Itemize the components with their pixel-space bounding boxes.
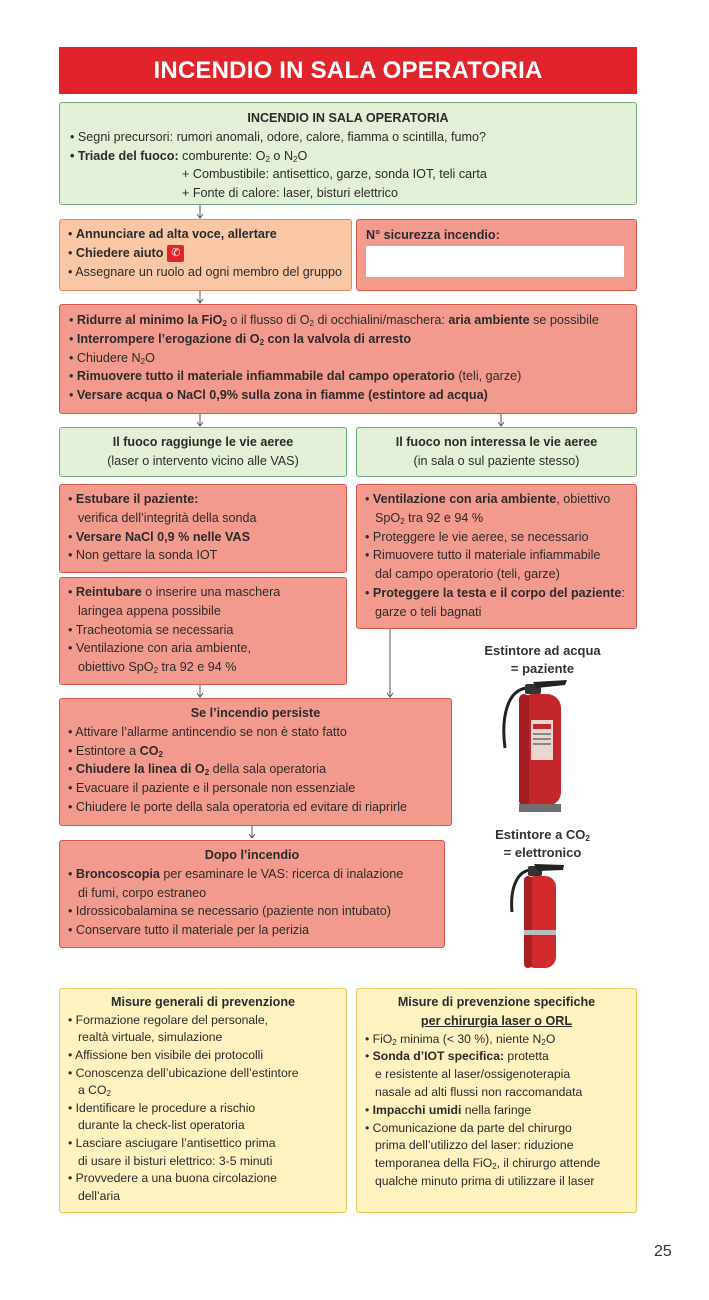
branch-no-airway-title: Il fuoco non interessa le vie aeree: [395, 435, 598, 449]
reintubate-line-1: • Reintubare o inserire una maschera: [68, 585, 281, 599]
banner-title: INCENDIO IN SALA OPERATORIA: [153, 56, 543, 84]
fire-number-box: [356, 219, 637, 291]
alert-line-1: • Annunciare ad alta voce, allertare: [68, 227, 277, 241]
intro-box: [59, 102, 637, 205]
alert-line-3: • Assegnare un ruolo ad ogni membro del gruppo: [68, 264, 342, 279]
vent-line-6: • Proteggere la testa e il corpo del paziente:: [365, 585, 625, 600]
extubate-line-4: • Non gettare la sonda IOT: [68, 548, 218, 563]
arrow-down-icon: [195, 205, 205, 220]
persists-line-2: • Estintore a $CO_2$: [68, 743, 163, 759]
after-line-3: • Idrossicobalamina se necessario (paziente non intubato): [68, 904, 391, 919]
specific-line-8: temporanea della FiO$_2$, il chirurgo attende: [375, 1156, 601, 1172]
general-line-10: • Provvedere a una buona circolazione: [68, 1171, 277, 1186]
intro-line-1: • Segni precursori: rumori anomali, odore, calore, fiamma o scintilla, fumo?: [70, 129, 486, 144]
ventilation-box: [356, 484, 637, 629]
reintubate-line-5: obiettivo SpO$_2$ tra 92 e 94 %: [78, 660, 237, 676]
specific-line-3: e resistente al laser/ossigenoterapia: [375, 1067, 571, 1082]
arrow-down-icon: [247, 826, 257, 840]
extubate-box: [59, 484, 347, 573]
after-fire-box: [59, 840, 445, 948]
co2-extinguisher-image: [508, 862, 574, 970]
persists-title: Se l’incendio persiste: [190, 706, 321, 720]
branch-no-airway-box: [356, 427, 637, 477]
extubate-line-2: verifica dell’integrità della sonda: [78, 510, 257, 525]
general-line-3: • Affissione ben visibile dei protocolli: [68, 1047, 264, 1062]
vent-line-1: • Ventilazione con aria ambiente, obiettivo: [365, 492, 611, 506]
vent-line-7: garze o teli bagnati: [375, 604, 482, 619]
after-line-2: di fumi, corpo estraneo: [78, 885, 207, 900]
persists-line-4: • Evacuare il paziente e il personale non essenziale: [68, 781, 356, 796]
vent-line-5: dal campo operatorio (teli, garze): [375, 567, 560, 582]
general-title: Misure generali di prevenzione: [110, 995, 296, 1009]
water-extinguisher-caption: Estintore ad acqua = paziente: [484, 643, 601, 676]
reintubate-line-3: • Tracheotomia se necessaria: [68, 622, 234, 637]
action-line-2: • Interrompere l’erogazione di $O_2$ con la valvola di arresto: [69, 331, 412, 347]
branch-airway-box: [59, 427, 347, 477]
specific-line-4: nasale ad alti flussi non raccomandata: [375, 1084, 583, 1099]
after-title: Dopo l’incendio: [204, 848, 300, 862]
alert-line-2: • Chiedere aiuto ✆: [68, 244, 343, 263]
immediate-actions-box: [59, 304, 637, 414]
co2-extinguisher-caption: Estintore a $CO_2$ = elettronico: [495, 827, 590, 860]
specific-line-5: • Impacchi umidi nella faringe: [365, 1102, 532, 1117]
persists-line-1: • Attivare l’allarme antincendio se non è stato fatto: [68, 724, 347, 739]
branch-no-airway-subtitle: (in sala o sul paziente stesso): [413, 453, 580, 468]
extubate-line-3: • Versare NaCl 0,9 % nelle VAS: [68, 529, 250, 544]
fire-persists-box: [59, 698, 452, 826]
specific-line-1: • FiO$_2$ minima (< 30 %), niente $N_2O$: [365, 1031, 556, 1047]
after-line-1: • Broncoscopia per esaminare le VAS: ricerca di inalazione: [68, 866, 404, 881]
intro-title: INCENDIO IN SALA OPERATORIA: [247, 111, 449, 125]
specific-prevention-box: [356, 988, 637, 1213]
action-line-3: • Chiudere $N_2O$: [69, 350, 155, 366]
general-line-2: realtà virtuale, simulazione: [78, 1030, 223, 1045]
arrow-down-icon: [195, 414, 205, 428]
reintubate-box: [59, 577, 347, 685]
phone-icon: ✆: [167, 245, 184, 262]
page-banner: [59, 47, 637, 94]
page-number: 25: [654, 1243, 672, 1260]
intro-line-3: + Combustibile: antisettico, garze, sonda IOT, teli carta: [182, 167, 487, 182]
branch-airway-subtitle: (laser o intervento vicino alle VAS): [107, 453, 299, 468]
general-line-6: • Identificare le procedure a rischio: [68, 1100, 256, 1115]
specific-line-7: prima dell’utilizzo del laser: riduzione: [375, 1138, 574, 1153]
branch-airway-title: Il fuoco raggiunge le vie aeree: [112, 435, 294, 449]
general-prevention-box: [59, 988, 347, 1213]
reintubate-line-2: laringea appena possibile: [78, 603, 221, 618]
action-line-4: • Rimuovere tutto il materiale infiammabile dal campo operatorio (teli, garze): [69, 369, 522, 384]
specific-title: Misure di prevenzione specifiche: [397, 995, 596, 1009]
vent-line-4: • Rimuovere tutto il materiale infiammabile: [365, 548, 601, 563]
arrow-down-icon: [195, 685, 205, 699]
general-line-11: dell’aria: [78, 1188, 121, 1203]
specific-line-6: • Comunicazione da parte del chirurgo: [365, 1120, 572, 1135]
general-line-9: di usare il bisturi elettrico: 3-5 minuti: [78, 1153, 273, 1168]
general-line-7: durante la check-list operatoria: [78, 1118, 245, 1133]
general-line-4: • Conoscenza dell’ubicazione dell’estintore: [68, 1065, 299, 1080]
intro-line-4: + Fonte di calore: laser, bisturi elettrico: [182, 186, 398, 201]
water-extinguisher-image: [497, 678, 577, 820]
general-line-8: • Lasciare asciugare l’antisettico prima: [68, 1135, 276, 1150]
specific-line-2: • Sonda d’IOT specifica: protetta: [365, 1049, 549, 1064]
action-line-1: • Ridurre al minimo la FiO$_2$ o il flusso di $O_2$ di occhialini/maschera: aria ambiente se possibile: [69, 313, 599, 328]
persists-line-5: • Chiudere le porte della sala operatoria ed evitare di riaprirle: [68, 799, 408, 814]
vent-line-2: SpO$_2$ tra 92 e 94 %: [375, 510, 484, 526]
reintubate-line-4: • Ventilazione con aria ambiente,: [68, 641, 251, 656]
intro-line-2: • Triade del fuoco: comburente: $O_2$ o $N_2O$: [70, 148, 308, 164]
specific-line-9: qualche minuto prima di utilizzare il laser: [375, 1173, 595, 1188]
alert-box: [59, 219, 352, 291]
specific-subtitle: per chirurgia laser o ORL: [420, 1013, 573, 1028]
fire-number-label: N° sicurezza incendio:: [366, 228, 500, 242]
persists-line-3: • Chiudere la linea di $O_2$ della sala operatoria: [68, 762, 327, 778]
general-line-1: • Formazione regolare del personale,: [68, 1012, 269, 1027]
action-line-5: • Versare acqua o NaCl 0,9% sulla zona in fiamme (estintore ad acqua): [69, 388, 488, 403]
after-line-4: • Conservare tutto il materiale per la perizia: [68, 923, 310, 938]
general-line-5: a $CO_2$: [78, 1083, 111, 1099]
arrow-down-icon: [385, 629, 395, 699]
arrow-down-icon: [195, 291, 205, 305]
fire-number-field[interactable]: [366, 246, 624, 277]
extubate-line-1: • Estubare il paziente:: [68, 492, 199, 506]
vent-line-3: • Proteggere le vie aeree, se necessario: [365, 529, 589, 544]
arrow-down-icon: [496, 414, 506, 428]
